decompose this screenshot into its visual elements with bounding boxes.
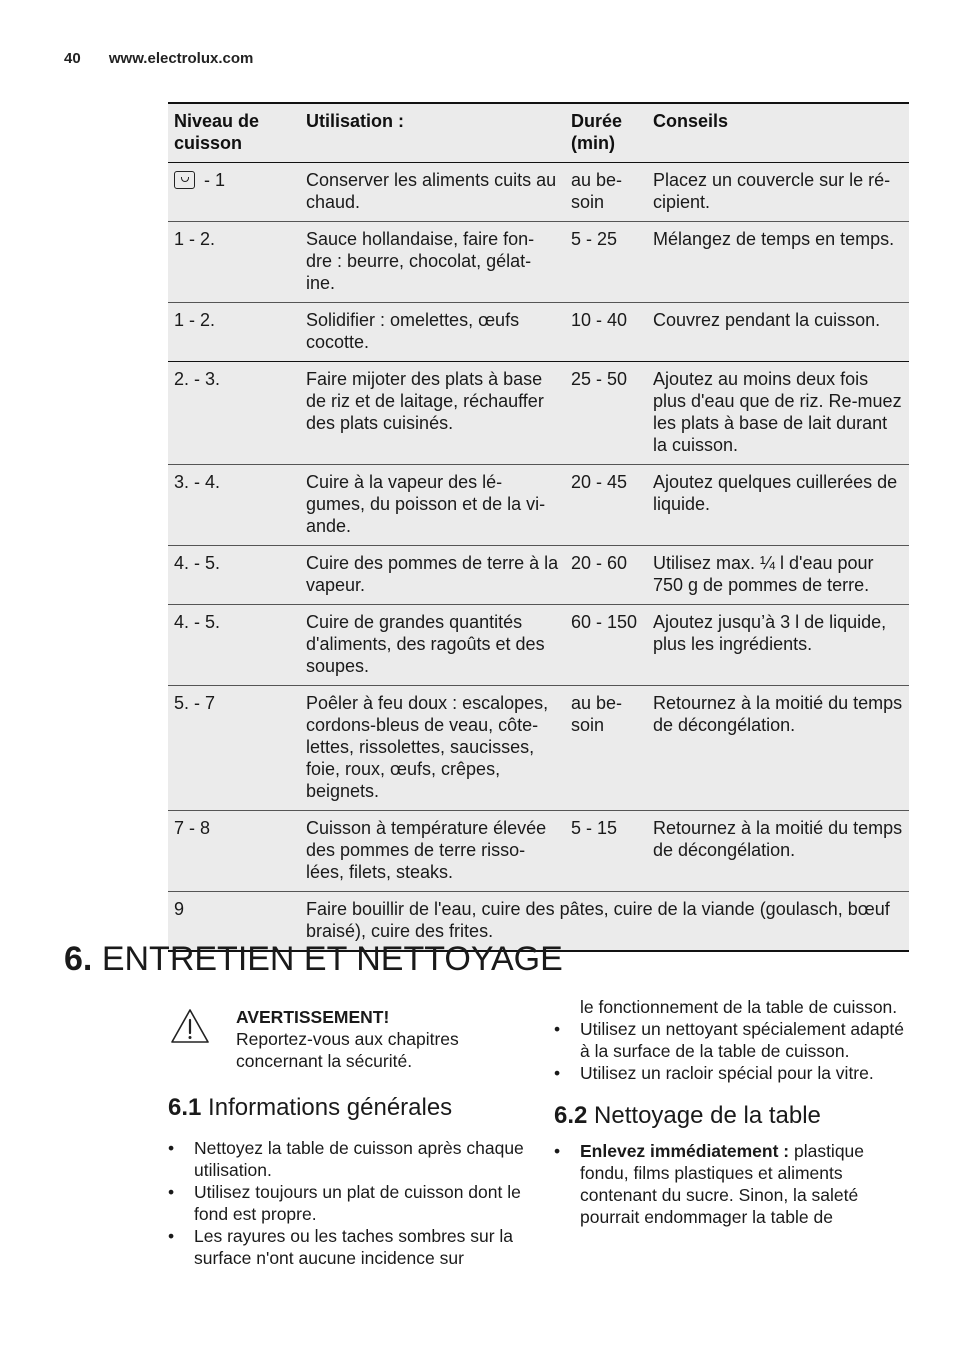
time-cell: 25 - 50 xyxy=(571,369,628,389)
table-row xyxy=(168,303,909,362)
time-cell: au be-soin xyxy=(571,170,623,212)
cooking-levels-table xyxy=(168,102,909,952)
time-cell: 10 - 40 xyxy=(571,310,628,330)
use-cell: Faire bouillir de l'eau, cuire des pâtes, cuire de la viande (goulasch, bœuf braisé), cuire des frites. xyxy=(306,899,890,941)
list-item xyxy=(554,1140,914,1228)
level-cell: 9 xyxy=(174,899,185,919)
keep-warm-icon xyxy=(174,171,195,189)
website-url: www.electrolux.com xyxy=(108,50,254,67)
header-duration: Durée (min) xyxy=(565,103,647,163)
tips-cell: Retournez à la moitié du temps de décongélation. xyxy=(653,818,903,860)
tips-cell: Mélangez de temps en temps. xyxy=(653,229,895,249)
level-cell: 5. - 7 xyxy=(174,693,216,713)
level-cell: 7 - 8 xyxy=(174,818,211,838)
time-cell: 60 - 150 xyxy=(571,612,638,632)
tips-cell: Retournez à la moitié du temps de décongélation. xyxy=(653,693,903,735)
tips-cell: Couvrez pendant la cuisson. xyxy=(653,310,881,330)
tips-cell: Ajoutez jusqu’à 3 l de liquide, plus les ingrédients. xyxy=(653,612,887,654)
list-item: • Nettoyez la table de cuisson après chaque utilisation. xyxy=(168,1137,528,1181)
warning-message: Reportez-vous aux chapitres concernant la sécurité. xyxy=(236,1029,459,1071)
warning-text xyxy=(236,1006,526,1072)
section-number: 6. xyxy=(64,940,93,978)
table-row xyxy=(168,546,909,605)
table-row xyxy=(168,811,909,892)
subsection-number: 6.1 xyxy=(168,1094,202,1121)
table-header-row xyxy=(168,103,909,163)
table-row xyxy=(168,362,909,465)
table-row xyxy=(168,605,909,686)
warning-triangle-icon xyxy=(170,1008,210,1044)
table-row xyxy=(168,465,909,546)
time-cell: au be-soin xyxy=(571,693,623,735)
time-cell: 5 - 25 xyxy=(571,229,618,249)
section-title xyxy=(64,940,563,979)
use-cell: Cuire des pommes de terre à la vapeur. xyxy=(306,553,559,595)
use-cell: Solidifier : omelettes, œufs cocotte. xyxy=(306,310,520,352)
use-cell: Faire mijoter des plats à base de riz et de laitage, réchauffer des plats cuisinés. xyxy=(306,369,544,433)
subsection-title-cleaning xyxy=(554,1102,914,1130)
tips-cell: Ajoutez quelques cuillerées de liquide. xyxy=(653,472,898,514)
table-row xyxy=(168,686,909,811)
time-cell: 20 - 60 xyxy=(571,553,628,573)
use-cell: Poêler à feu doux : escalopes, cordons-bleus de veau, côte-lettes, rissolettes, saucisses, foie, roux, œufs, crêpes, beignets. xyxy=(306,693,549,801)
header-use: Utilisation : xyxy=(300,103,565,163)
header-tips: Conseils xyxy=(647,103,909,163)
subsection-title-text: Nettoyage de la table xyxy=(594,1102,821,1129)
general-info-list-continued xyxy=(554,996,914,1084)
time-cell: 5 - 15 xyxy=(571,818,618,838)
table-row xyxy=(168,222,909,303)
subsection-number: 6.2 xyxy=(554,1102,588,1129)
level-cell: 4. - 5. xyxy=(174,553,221,573)
use-cell: Cuire de grandes quantités d'aliments, des ragoûts et des soupes. xyxy=(306,612,545,676)
level-cell: 4. - 5. xyxy=(174,612,221,632)
use-cell: Cuire à la vapeur des lé-gumes, du poisson et de la vi-ande. xyxy=(306,472,546,536)
level-cell: 1 - 2. xyxy=(174,310,216,330)
level-text: - 1 xyxy=(199,170,226,190)
use-cell: Sauce hollandaise, faire fon-dre : beurre, chocolat, gélat-ine. xyxy=(306,229,535,293)
right-column xyxy=(554,996,914,1228)
tips-cell: Ajoutez au moins deux fois plus d'eau que de riz. Re-muez les plats à base de lait durant la cuisson. xyxy=(653,369,902,455)
page-header xyxy=(64,50,253,67)
cleaning-list xyxy=(554,1140,914,1228)
header-level: Niveau de cuisson xyxy=(168,103,300,163)
page-number: 40 xyxy=(64,50,81,67)
list-item-text: plastique fondu, films plastiques et aliments contenant du sucre. Sinon, la saleté pourrait endommager la table de xyxy=(580,1141,865,1227)
left-column xyxy=(168,1094,528,1269)
level-cell: 2. - 3. xyxy=(174,369,221,389)
tips-cell: Utilisez max. ¼ l d'eau pour 750 g de pommes de terre. xyxy=(653,553,874,595)
list-item: • Utilisez un racloir spécial pour la vitre. xyxy=(554,1062,914,1084)
list-item: • Les rayures ou les taches sombres sur la surface n'ont aucune incidence sur xyxy=(168,1225,528,1269)
general-info-list xyxy=(168,1137,528,1269)
list-item: • Utilisez un nettoyant spécialement adapté à la surface de la table de cuisson. xyxy=(554,1018,914,1062)
warning-title: AVERTISSEMENT! xyxy=(236,1007,390,1027)
use-cell: Cuisson à température élevée des pommes de terre risso-lées, filets, steaks. xyxy=(306,818,547,882)
subsection-title-text: Informations générales xyxy=(208,1094,453,1121)
use-cell: Conserver les aliments cuits au chaud. xyxy=(306,170,557,212)
tips-cell: Placez un couvercle sur le ré-cipient. xyxy=(653,170,891,212)
time-cell: 20 - 45 xyxy=(571,472,628,492)
level-cell xyxy=(168,163,300,222)
level-cell: 3. - 4. xyxy=(174,472,221,492)
list-item-continuation: le fonctionnement de la table de cuisson. xyxy=(580,997,898,1017)
section-title-text: ENTRETIEN ET NETTOYAGE xyxy=(101,940,563,978)
list-item-emphasis: Enlevez immédiatement : xyxy=(580,1141,790,1161)
list-item: • Utilisez toujours un plat de cuisson dont le fond est propre. xyxy=(168,1181,528,1225)
table-row xyxy=(168,163,909,222)
subsection-title-general xyxy=(168,1094,528,1122)
level-cell: 1 - 2. xyxy=(174,229,216,249)
